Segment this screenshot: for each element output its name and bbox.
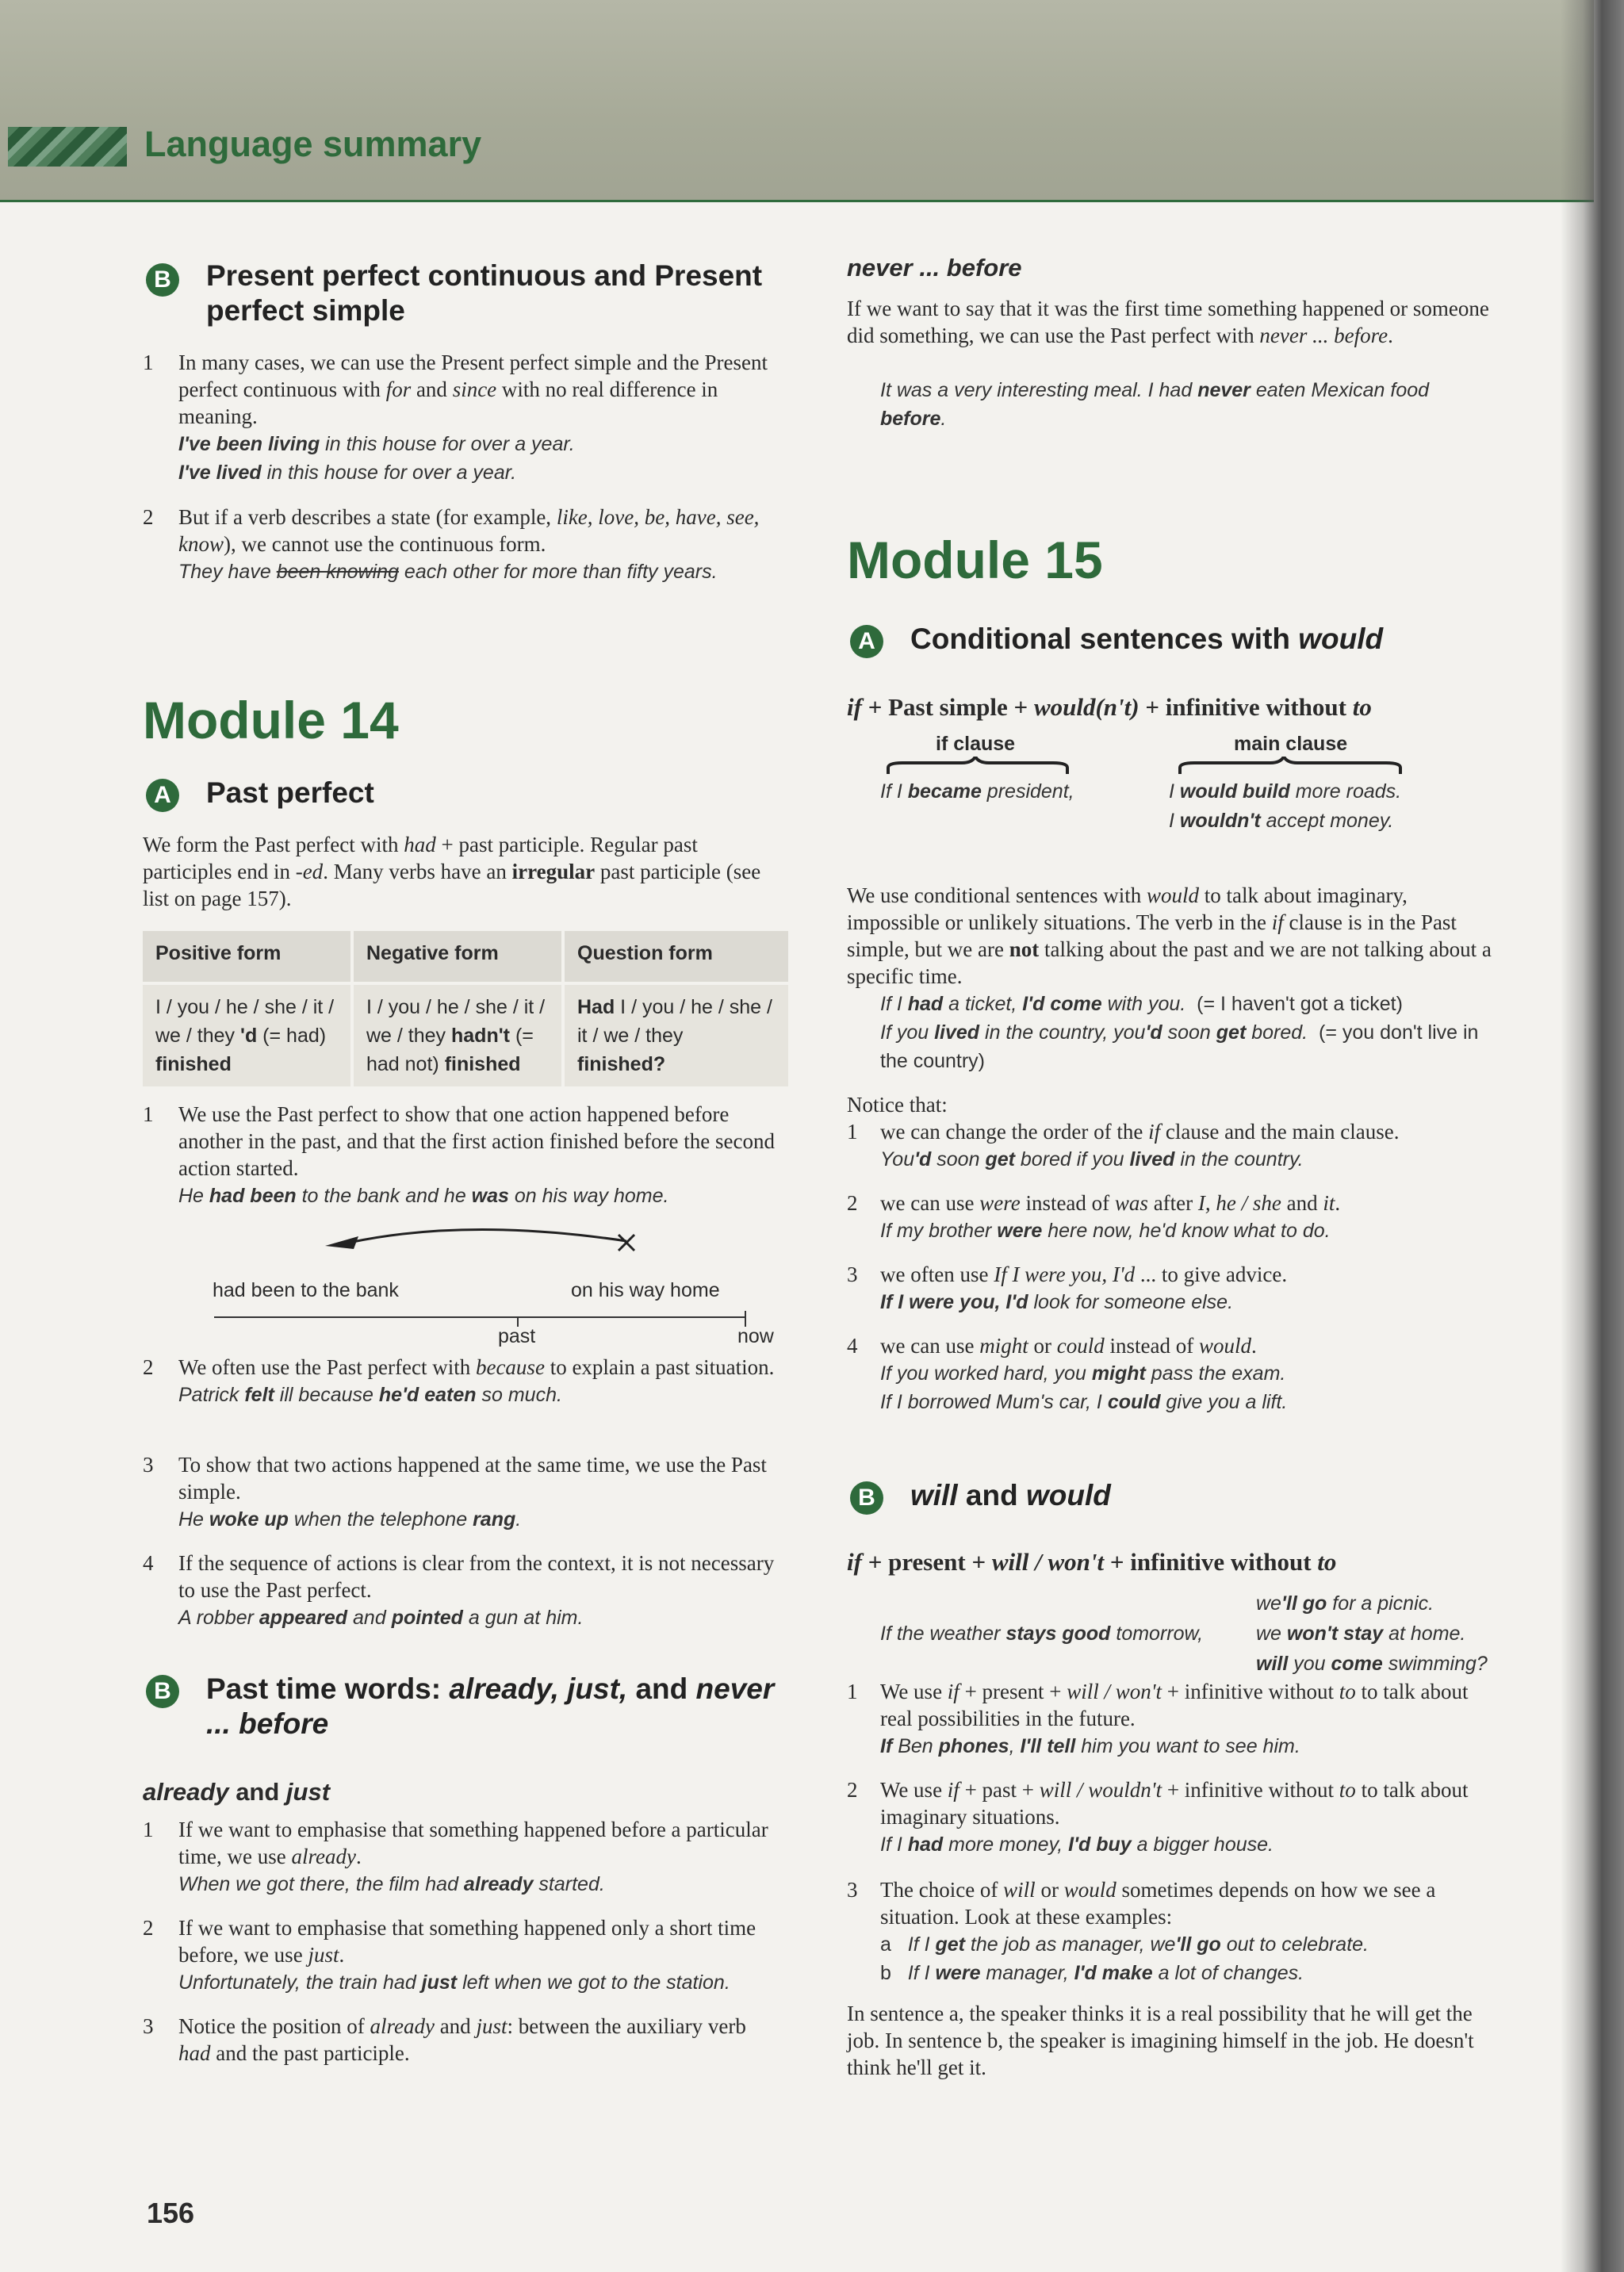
point-number: 2 [847,1191,858,1215]
example: If I were you, I'd look for someone else. [880,1291,1234,1313]
point-number: 2 [847,1778,858,1802]
point-number: 2 [143,1355,154,1379]
notice-label: Notice that: [847,1093,948,1117]
point-number: 2 [143,505,154,529]
point-text: We often use the Past perfect with because to explain a past situation. [178,1355,775,1379]
example: If my brother were here now, he'd know what to do. [880,1220,1331,1242]
clause-diagram [847,733,1497,832]
example: They have been knowing each other for more than fifty years. [178,561,718,583]
example: He had been to the bank and he was on his way home. [178,1185,669,1207]
example: You'd soon get bored if you lived in the country. [880,1148,1304,1170]
example: If Ben phones, I'll tell him you want to see him. [880,1735,1300,1757]
notice-point-3 [847,1261,1505,1316]
point-text: We use if + past + will / wouldn't + infinitive without to to talk about imaginary situations. [880,1778,1469,1829]
table-header: Positive form [143,931,350,982]
main-clause-example-2: I wouldn't accept money. [1169,810,1394,832]
example: If I borrowed Mum's car, I could give you a lift. [880,1391,1288,1413]
timeline-now: now [737,1325,774,1347]
table-header: Negative form [354,931,561,982]
never-before-example: It was a very interesting meal. I had never eaten Mexican food before. [880,379,1430,430]
point-text: We use if + present + will / won't + infinitive without to to talk about real possibilities in the future. [880,1680,1469,1730]
f2-if-clause: If the weather stays good tomorrow, [880,1623,1204,1645]
notice-point-2 [847,1190,1505,1245]
example: Unfortunately, the train had just left when we got to the station. [178,1971,730,1994]
closing-paragraph: In sentence a, the speaker thinks it is a real possibility that he will get the job. In sentence b, the speaker is imagining himself in the job. He doesn't think he'll get it. [847,2002,1474,2079]
b-point-1 [143,349,793,487]
example-b: b If I were manager, I'd make a lot of changes. [880,1962,1304,1984]
table-cell-positive: I / you / he / she / it / we / they 'd (= had) finished [143,985,350,1086]
point-text: The choice of will or would sometimes depends on how we see a situation. Look at these examples: [880,1878,1436,1929]
point-number: 4 [143,1551,154,1575]
example-a: a If I get the job as manager, we'll go out to celebrate. [880,1933,1369,1956]
a-point-1 [143,1101,793,1210]
section-title: Past perfect [206,776,374,809]
header-decoration [8,127,127,167]
point-number: 3 [847,1878,858,1902]
point-text: In many cases, we can use the Present perfect simple and the Present perfect continuous with for and since with no real difference in meaning. [178,351,768,428]
example: If I had more money, I'd buy a bigger house. [880,1833,1274,1856]
example: Patrick felt ill because he'd eaten so much. [178,1384,562,1406]
section-badge: A [850,625,883,658]
notice-point-4 [847,1332,1505,1416]
aj-point-2 [143,1914,793,1997]
point-text: We use the Past perfect to show that one action happened before another in the past, and that the first action finished before the second action started. [178,1102,776,1180]
page-title: Language summary [144,124,482,164]
f2-main-2: we won't stay at home. [1256,1623,1466,1645]
aj-point-1 [143,1816,793,1898]
past-perfect-table [140,928,791,1090]
first-conditional-formula: if + present + will / won't + infinitive without to [847,1548,1337,1576]
point-number: 3 [143,2014,154,2038]
main-clause-example-1: I would build more roads. [1169,780,1402,803]
point-text: we can use might or could instead of would. [880,1334,1257,1358]
a-point-2 [143,1354,793,1409]
conditional-usage: We use conditional sentences with would to talk about imaginary, impossible or unlikely situations. The verb in the if clause is in the Past simple, but we are not talking about the past and we are not talking about a specific time. [847,883,1492,988]
a-point-4 [143,1550,793,1632]
section-title: will and would [910,1479,1111,1511]
point-number: 1 [847,1120,858,1144]
will-point-1 [847,1678,1505,1761]
f2-main-1: we'll go for a picnic. [1256,1592,1434,1615]
b-point-2 [143,504,793,586]
section-badge: B [146,1675,179,1708]
timeline-label-bank: had been to the bank [213,1279,399,1301]
point-number: 1 [143,1818,154,1841]
point-number: 1 [143,351,154,374]
point-number: 2 [143,1916,154,1940]
point-number: 3 [143,1453,154,1477]
usage-example-1: If I had a ticket, I'd come with you. (= I haven't got a ticket) [880,993,1403,1015]
page-header [0,0,1594,202]
already-just-heading: already and just [143,1778,331,1806]
usage-example-2: If you lived in the country, you'd soon get bored. (= you don't live in the country) [880,1021,1479,1072]
point-text: we often use If I were you, I'd ... to give advice. [880,1262,1288,1286]
table-cell-question: Had I / you / he / she / it / we / they finished? [565,985,788,1086]
timeline-label-home: on his way home [571,1279,720,1301]
point-text: we can use were instead of was after I, he / she and it. [880,1191,1341,1215]
example: A robber appeared and pointed a gun at him. [178,1607,584,1629]
section-badge: A [146,779,179,812]
timeline-past: past [498,1325,536,1347]
section-badge: B [146,263,179,297]
timeline-diagram [174,1217,777,1360]
conditional-formula: if + Past simple + would(n't) + infinitive without to [847,693,1372,721]
if-clause-example: If I became president, [880,780,1074,803]
never-before-text: If we want to say that it was the first time something happened or someone did something, we can use the Past perfect with never ... before. [847,297,1489,347]
a-point-3 [143,1451,793,1534]
example: When we got there, the film had already started. [178,1873,605,1895]
will-point-2 [847,1776,1505,1859]
point-text: Notice the position of already and just: between the auxiliary verb had and the past participle. [178,2014,746,2065]
past-perfect-intro: We form the Past perfect with had + past participle. Regular past participles end in -ed. Many verbs have an irregular past participle (see list on page 157). [143,833,761,910]
will-point-3 [847,1876,1505,1987]
module-14-title: Module 14 [143,691,399,749]
section-title: Conditional sentences with would [910,623,1384,655]
module-15-title: Module 15 [847,531,1103,589]
point-text: But if a verb describes a state (for example, like, love, be, have, see, know), we cannot use the continuous form. [178,505,760,556]
table-header: Question form [565,931,788,982]
point-text: To show that two actions happened at the same time, we use the Past simple. [178,1453,767,1504]
point-text: we can change the order of the if clause and the main clause. [880,1120,1400,1144]
example: I've been living in this house for over a year. [178,433,575,455]
point-text: If we want to emphasise that something happened only a short time before, we use just. [178,1916,756,1967]
section-title: Past time words: already, just, and never ... before [206,1672,775,1741]
section-badge: B [850,1481,883,1515]
example: If you worked hard, you might pass the exam. [880,1362,1286,1385]
example: He woke up when the telephone rang. [178,1508,522,1531]
if-clause-label: if clause [936,733,1016,755]
point-text: If the sequence of actions is clear from the context, it is not necessary to use the Past perfect. [178,1551,775,1602]
notice-point-1 [847,1118,1505,1174]
never-before-heading: never ... before [847,254,1022,282]
table-cell-negative: I / you / he / she / it / we / they hadn't (= had not) finished [354,985,561,1086]
point-number: 3 [847,1262,858,1286]
page-number: 156 [147,2197,195,2229]
point-number: 4 [847,1334,858,1358]
point-number: 1 [143,1102,154,1126]
first-conditional-examples [847,1589,1505,1684]
point-number: 1 [847,1680,858,1703]
example: I've lived in this house for over a year. [178,462,517,484]
book-binding-shadow [1561,0,1624,2272]
main-clause-label: main clause [1234,733,1348,755]
section-title: Present perfect continuous and Present perfect simple [206,259,763,328]
f2-main-3: will you come swimming? [1256,1653,1488,1675]
point-text: If we want to emphasise that something happened before a particular time, we use already. [178,1818,768,1868]
aj-point-3 [143,2013,793,2067]
